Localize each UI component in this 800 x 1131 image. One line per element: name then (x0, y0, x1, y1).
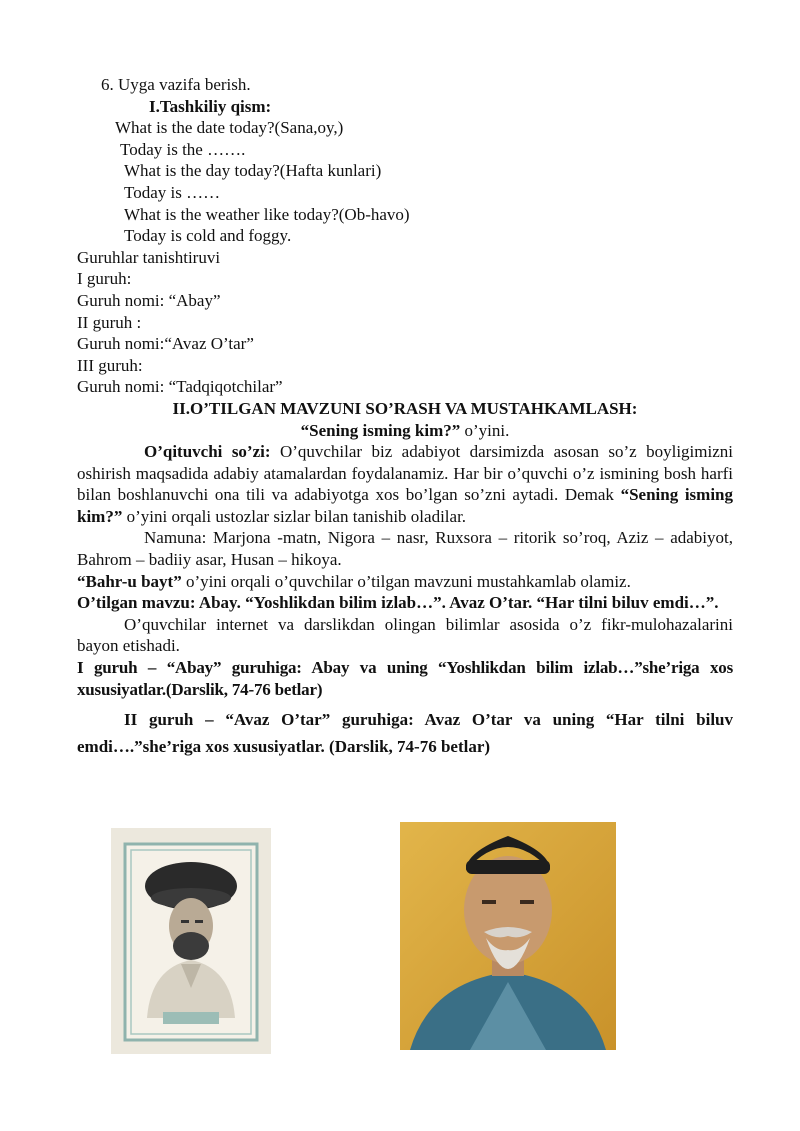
question-weather: What is the weather like today?(Ob-havo) (124, 204, 410, 224)
group-2-name: Guruh nomi:“Avaz O’tar” (77, 334, 254, 354)
game-title (77, 420, 733, 442)
group-2-task: II guruh – “Avaz O’tar” guruhiga: Avaz O’tar va uning “Har tilni biluv emdi….”she’riga xos xususiyatlar. (Darslik, 74-76 betlar) (77, 710, 733, 757)
section-heading-review: II.O’TILGAN MAVZUNI SO’RASH VA MUSTAHKAMLASH: (172, 398, 638, 418)
answer-weather: Today is cold and foggy. (124, 226, 292, 246)
teacher-label: O’qituvchi so’zi: (144, 442, 271, 462)
group-3-name: Guruh nomi: “Tadqiqotchilar” (77, 377, 283, 397)
portrait-avaz-otar-photo (111, 828, 271, 1054)
teacher-paragraph (77, 441, 733, 527)
students-paragraph: O’quvchilar internet va darslikdan olingan bilimlar asosida o’z fikr-mulohazalarini bayon etishadi. (77, 614, 733, 656)
list-item-homework: 6. Uyga vazifa berish. (101, 75, 251, 94)
example-paragraph: Namuna: Marjona -matn, Nigora – nasr, Ruxsora – ritorik so’roq, Aziz – adabiyot, Bahrom – badiiy asar, Husan – hikoya. (77, 528, 733, 570)
question-date: What is the date today?(Sana,oy,) (115, 118, 344, 138)
game-name: “Sening isming kim?” (300, 420, 461, 440)
answer-date: Today is the ……. (120, 139, 246, 159)
group-1-task: I guruh – “Abay” guruhiga: Abay va uning “Yoshlikdan bilim izlab…”she’riga xos xususiyatlar.(Darslik, 74-76 betlar) (77, 658, 733, 699)
bahr-u-bayt-text: o’yini orqali o’quvchilar o’tilgan mavzuni mustahkamlab olamiz. (181, 571, 631, 591)
teacher-text-1: O’quvchilar biz adabiyot darsimizda asosan so’z boyligimizni oshirish maqsadida adabiy atamalardan foydalanamiz. Har bir o’quvchi o’z ismining bosh harfi bilan boshlanuvchi ona tili va adabiyotga xos bo’lgan so’zni aytadi. Demak (77, 442, 733, 505)
bahr-u-bayt-line (77, 571, 733, 593)
group-1-name: Guruh nomi: “Abay” (77, 290, 221, 310)
bahr-u-bayt-name: “Bahr-u bayt” (77, 571, 182, 591)
teacher-game-name: “Sening isming kim?” (77, 485, 733, 526)
portrait-abay-photo (400, 822, 616, 1050)
question-day: What is the day today?(Hafta kunlari) (124, 161, 382, 181)
group-3-label: III guruh: (77, 355, 143, 375)
section-heading-organizational: I.Tashkiliy qism: (149, 96, 272, 116)
answer-day: Today is …… (124, 182, 221, 202)
group-2-label: II guruh : (77, 312, 142, 332)
document-body (77, 74, 733, 760)
groups-intro: Guruhlar tanishtiruvi (77, 247, 221, 267)
teacher-text-2: o’yini orqali ustozlar sizlar bilan tanishib oladilar. (122, 506, 467, 526)
group-1-label: I guruh: (77, 269, 132, 289)
game-suffix: o’yini. (460, 420, 510, 440)
topic-paragraph: O’tilgan mavzu: Abay. “Yoshlikdan bilim izlab…”. Avaz O’tar. “Har tilni biluv emdi…”. (77, 593, 719, 613)
